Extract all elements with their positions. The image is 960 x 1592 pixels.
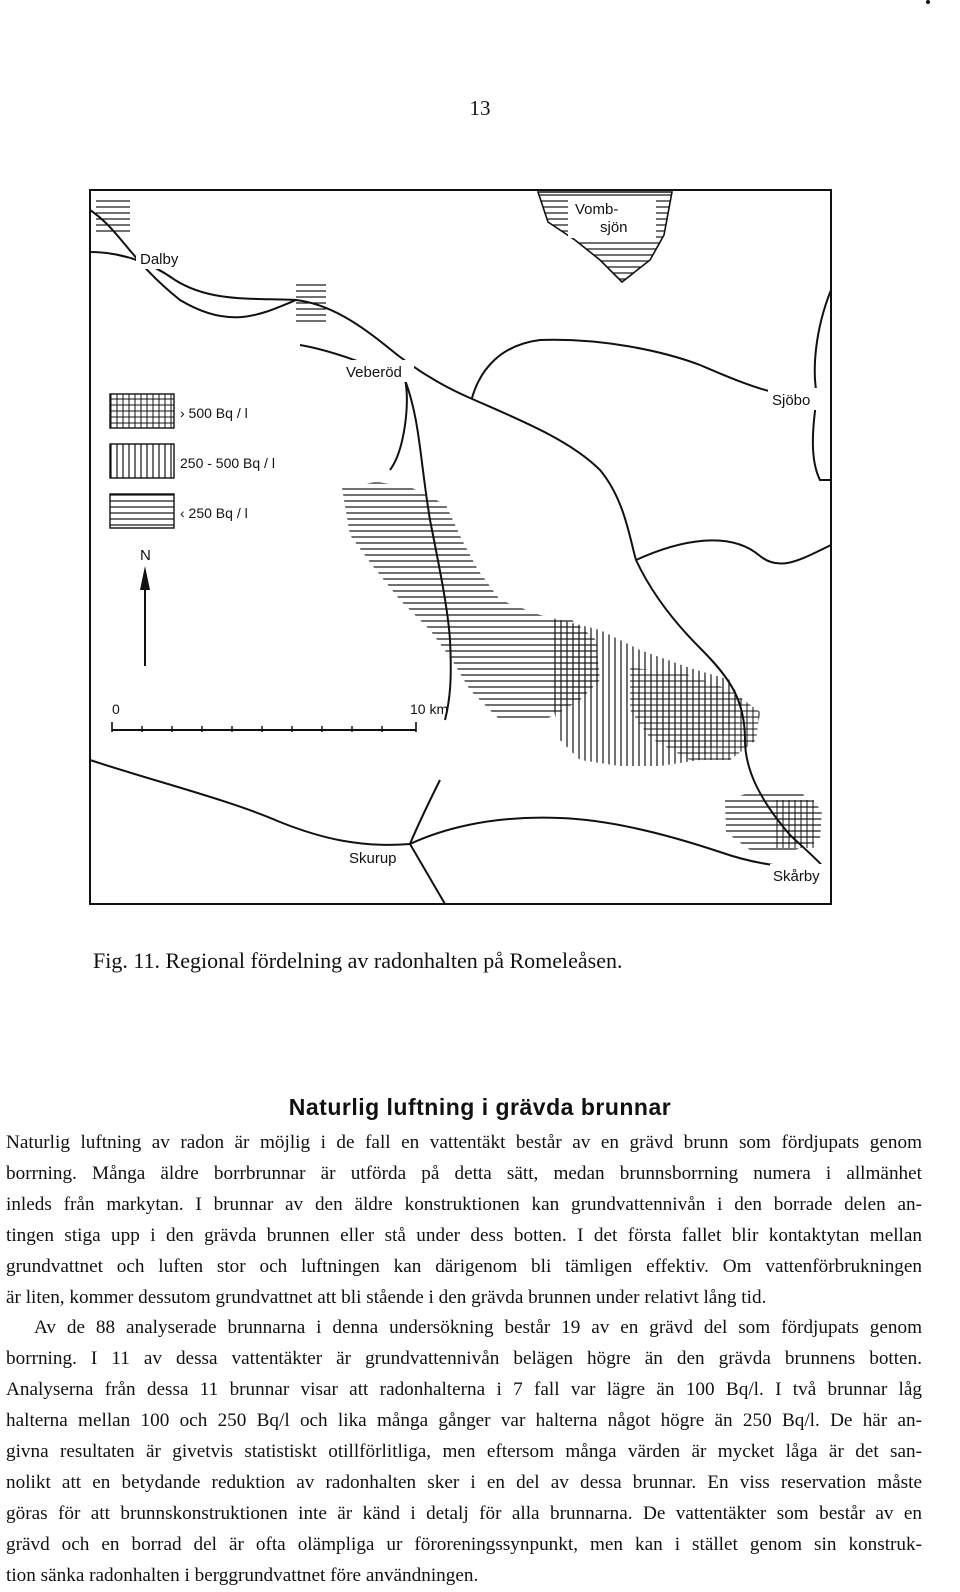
body-line: borrning. Många äldre borrbrunnar är utförda på detta sätt, medan brunnsborrning numera i allmänhet: [6, 1162, 922, 1184]
place-skurup: Skurup: [349, 850, 397, 867]
scale-bar: [112, 701, 448, 732]
small-lake-center: [296, 284, 326, 324]
body-line: Av de 88 analyserade brunnarna i denna undersökning består 19 av en grävd del som fördjupats genom: [34, 1317, 922, 1339]
body-line: grundvattnet och luften stor och luftningen kan därigenom bli tämligen effektiv. Om vattenförbrukningen: [6, 1255, 922, 1277]
section-body: [6, 1128, 922, 1592]
figure-caption: Fig. 11. Regional fördelning av radonhalten på Romeleåsen.: [93, 948, 623, 973]
place-veberod: Veberöd: [346, 364, 402, 381]
body-line: inleds från markytan. I brunnar av den äldre konstruktionen kan grundvattennivån i den borrade delen an-: [6, 1193, 922, 1215]
place-vombsjon-2: sjön: [600, 219, 628, 236]
north-arrow-icon: [140, 547, 151, 666]
body-line: nolikt att en betydande reduktion av radonhalten sker i en del av dessa brunnar. En viss reservation måste: [6, 1471, 922, 1493]
legend-label-low: ‹ 250 Bq / l: [180, 505, 248, 521]
body-line: borrning. I 11 av dessa vattentäkter är grundvattennivån belägen högre än den grävda brunnens botten.: [6, 1348, 922, 1370]
north-label: N: [140, 547, 151, 564]
page-number: 13: [469, 96, 491, 120]
body-line: grävd och en borrad del är ofta olämpliga ur föroreningssynpunkt, men kan i stället genom sin konstruk-: [6, 1533, 922, 1555]
body-line: tingen stiga upp i den grävda brunnen eller stå under dess botten. I det första fallet blir kontaktytan mellan: [6, 1224, 922, 1246]
legend-swatch-mid: [110, 444, 174, 478]
legend-label-high: › 500 Bq / l: [180, 405, 248, 421]
body-line: tion sänka radonhalten i berggrundvattnet före användningen.: [6, 1564, 479, 1586]
legend-label-mid: 250 - 500 Bq / l: [180, 455, 275, 471]
body-line: Analyserna från dessa 11 brunnar visar att radonhalterna i 7 fall var lägre än 100 Bq/l. I två brunnar låg: [6, 1379, 922, 1401]
small-lake-topleft: [96, 200, 130, 232]
legend-swatch-high: [110, 394, 174, 428]
body-line: göras för att brunnskonstruktionen inte är känd i detalj för alla brunnarna. De vattentäkter som består av en: [6, 1502, 922, 1524]
section-heading: Naturlig luftning i grävda brunnar: [288, 1094, 672, 1120]
body-line: är liten, kommer dessutom grundvattnet att bli stående i den grävda brunnen under relativt lång tid.: [6, 1286, 767, 1308]
body-line: givna resultaten är givetvis statistiskt otillförlitliga, men eftersom många värden är mycket låga är det san-: [6, 1441, 922, 1463]
place-vombsjon-1: Vomb-: [575, 201, 619, 218]
body-line: halterna mellan 100 och 250 Bq/l och lika många gånger var halterna något högre än 250 Bq/l. De här an-: [6, 1410, 922, 1432]
place-dalby: Dalby: [140, 251, 179, 268]
place-sjobo: Sjöbo: [772, 392, 811, 409]
place-skarby: Skårby: [773, 868, 820, 885]
body-line: Naturlig luftning av radon är möjlig i de fall en vattentäkt består av en grävd brunn som fördjupats genom: [6, 1132, 922, 1153]
scale-end: 10 km: [410, 701, 449, 717]
map-legend: [110, 394, 275, 528]
scale-start: 0: [112, 701, 120, 717]
legend-swatch-low: [110, 494, 174, 528]
